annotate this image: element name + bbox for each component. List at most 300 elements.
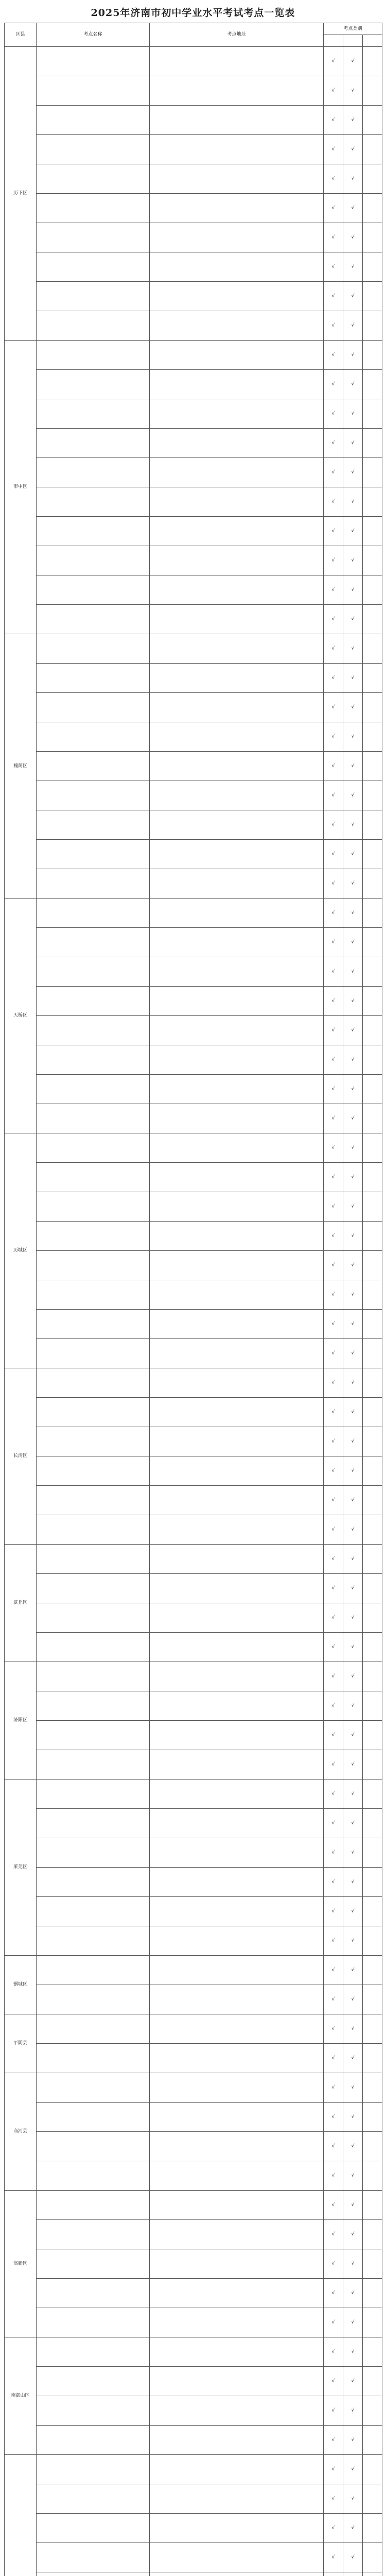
type-b-cell: √ <box>343 752 363 781</box>
type-c-cell <box>363 781 382 810</box>
type-b-cell: √ <box>343 634 363 664</box>
address-cell <box>150 1045 324 1075</box>
address-cell <box>150 2396 324 2426</box>
table-row <box>5 1691 382 1721</box>
district-cell <box>5 2455 37 2576</box>
address-cell <box>150 1104 324 1133</box>
type-a-cell: √ <box>324 840 343 869</box>
type-b-cell: √ <box>343 1045 363 1075</box>
district-cell: 钢城区 <box>5 1956 37 2014</box>
address-cell <box>150 634 324 664</box>
address-cell <box>150 1545 324 1574</box>
type-c-cell <box>363 2220 382 2249</box>
type-a-cell: √ <box>324 370 343 399</box>
type-c-cell <box>363 869 382 899</box>
type-b-cell: √ <box>343 1662 363 1691</box>
type-c-cell <box>363 458 382 487</box>
type-b-cell: √ <box>343 282 363 311</box>
type-c-cell <box>363 1222 382 1251</box>
table-row <box>5 781 382 810</box>
type-a-cell: √ <box>324 135 343 164</box>
type-a-cell: √ <box>324 2484 343 2514</box>
district-cell: 历下区 <box>5 47 37 341</box>
address-cell <box>150 2044 324 2073</box>
type-c-cell <box>363 1163 382 1192</box>
site-name-cell <box>37 311 150 341</box>
type-b-cell: √ <box>343 2220 363 2249</box>
type-b-cell: √ <box>343 928 363 957</box>
site-name-cell <box>37 957 150 987</box>
address-cell <box>150 2132 324 2161</box>
type-b-cell: √ <box>343 429 363 458</box>
type-c-cell <box>363 1016 382 1045</box>
address-cell <box>150 252 324 282</box>
table-row <box>5 2426 382 2455</box>
type-a-cell: √ <box>324 282 343 311</box>
type-a-cell: √ <box>324 1368 343 1398</box>
type-b-cell: √ <box>343 1515 363 1545</box>
table-row <box>5 1398 382 1427</box>
table-row <box>5 1427 382 1456</box>
type-a-cell: √ <box>324 1075 343 1104</box>
type-a-cell: √ <box>324 1251 343 1280</box>
type-a-cell: √ <box>324 2337 343 2367</box>
address-cell <box>150 2543 324 2572</box>
site-name-cell <box>37 1192 150 1222</box>
address-cell <box>150 370 324 399</box>
address-cell <box>150 1222 324 1251</box>
type-a-cell: √ <box>324 1633 343 1662</box>
site-name-cell <box>37 1075 150 1104</box>
table-row <box>5 1368 382 1398</box>
site-name-cell <box>37 1838 150 1868</box>
address-cell <box>150 458 324 487</box>
type-b-cell: √ <box>343 2279 363 2308</box>
site-name-cell <box>37 1163 150 1192</box>
site-name-cell <box>37 1104 150 1133</box>
table-row <box>5 399 382 429</box>
table-row <box>5 664 382 693</box>
site-name-cell <box>37 1897 150 1926</box>
site-name-cell <box>37 2455 150 2484</box>
type-b-cell: √ <box>343 1868 363 1897</box>
site-name-cell <box>37 223 150 252</box>
type-c-cell <box>363 1897 382 1926</box>
type-a-cell: √ <box>324 399 343 429</box>
type-c-cell <box>363 1926 382 1956</box>
type-a-cell: √ <box>324 1045 343 1075</box>
type-b-cell: √ <box>343 458 363 487</box>
site-name-cell <box>37 194 150 223</box>
type-c-cell <box>363 2044 382 2073</box>
address-cell <box>150 1574 324 1603</box>
type-a-cell: √ <box>324 1691 343 1721</box>
type-a-cell: √ <box>324 2426 343 2455</box>
table-row <box>5 2014 382 2044</box>
type-c-cell <box>363 1574 382 1603</box>
type-a-cell: √ <box>324 605 343 634</box>
type-b-cell: √ <box>343 2132 363 2161</box>
type-b-cell: √ <box>343 1750 363 1780</box>
site-name-cell <box>37 634 150 664</box>
type-c-cell <box>363 1838 382 1868</box>
type-a-cell: √ <box>324 957 343 987</box>
type-c-cell <box>363 370 382 399</box>
district-cell: 济阳区 <box>5 1662 37 1780</box>
site-name-cell <box>37 1750 150 1780</box>
type-c-cell <box>363 1045 382 1075</box>
type-c-cell <box>363 605 382 634</box>
type-a-cell: √ <box>324 928 343 957</box>
table-row <box>5 106 382 135</box>
site-name-cell <box>37 2337 150 2367</box>
header-types: 考点类别 <box>324 23 382 35</box>
address-cell <box>150 2337 324 2367</box>
type-c-cell <box>363 2073 382 2103</box>
type-b-cell: √ <box>343 2543 363 2572</box>
table-row <box>5 1985 382 2014</box>
table-row <box>5 1456 382 1486</box>
type-c-cell <box>363 634 382 664</box>
type-a-cell: √ <box>324 1339 343 1368</box>
site-name-cell <box>37 2249 150 2279</box>
type-b-cell: √ <box>343 223 363 252</box>
type-a-cell: √ <box>324 1603 343 1633</box>
address-cell <box>150 605 324 634</box>
type-b-cell: √ <box>343 1574 363 1603</box>
type-a-cell: √ <box>324 810 343 840</box>
type-a-cell: √ <box>324 1192 343 1222</box>
site-name-cell <box>37 458 150 487</box>
type-b-cell: √ <box>343 1897 363 1926</box>
address-cell <box>150 899 324 928</box>
type-b-cell: √ <box>343 2044 363 2073</box>
address-cell <box>150 957 324 987</box>
type-c-cell <box>363 722 382 752</box>
address-cell <box>150 2572 324 2576</box>
type-c-cell <box>363 2455 382 2484</box>
site-name-cell <box>37 2514 150 2543</box>
table-row <box>5 575 382 605</box>
type-c-cell <box>363 1809 382 1838</box>
table-row <box>5 1339 382 1368</box>
type-c-cell <box>363 1133 382 1163</box>
address-cell <box>150 2455 324 2484</box>
table-row <box>5 2543 382 2572</box>
type-a-cell: √ <box>324 458 343 487</box>
table-row <box>5 2249 382 2279</box>
district-cell: 平阴县 <box>5 2014 37 2073</box>
type-c-cell <box>363 1868 382 1897</box>
table-row <box>5 2220 382 2249</box>
type-b-cell: √ <box>343 1427 363 1456</box>
table-row <box>5 899 382 928</box>
site-name-cell <box>37 1133 150 1163</box>
type-c-cell <box>363 693 382 722</box>
table-row <box>5 2367 382 2396</box>
type-b-cell: √ <box>343 575 363 605</box>
type-b-cell: √ <box>343 487 363 517</box>
type-c-cell <box>363 1691 382 1721</box>
table-row <box>5 1545 382 1574</box>
type-a-cell: √ <box>324 1574 343 1603</box>
type-c-cell <box>363 223 382 252</box>
address-cell <box>150 2279 324 2308</box>
type-a-cell: √ <box>324 1280 343 1310</box>
address-cell <box>150 223 324 252</box>
address-cell <box>150 1515 324 1545</box>
address-cell <box>150 1956 324 1985</box>
type-b-cell: √ <box>343 2426 363 2455</box>
address-cell <box>150 1868 324 1897</box>
type-b-cell: √ <box>343 1780 363 1809</box>
type-c-cell <box>363 2367 382 2396</box>
address-cell <box>150 2161 324 2191</box>
type-c-cell <box>363 517 382 546</box>
address-cell <box>150 194 324 223</box>
site-name-cell <box>37 1603 150 1633</box>
type-b-cell: √ <box>343 1104 363 1133</box>
site-name-cell <box>37 2308 150 2337</box>
type-c-cell <box>363 546 382 575</box>
type-a-cell: √ <box>324 311 343 341</box>
type-b-cell: √ <box>343 1192 363 1222</box>
address-cell <box>150 1926 324 1956</box>
address-cell <box>150 1838 324 1868</box>
address-cell <box>150 399 324 429</box>
type-b-cell: √ <box>343 2337 363 2367</box>
type-b-cell: √ <box>343 2396 363 2426</box>
address-cell <box>150 575 324 605</box>
address-cell <box>150 1339 324 1368</box>
address-cell <box>150 2073 324 2103</box>
type-a-cell: √ <box>324 517 343 546</box>
table-row <box>5 1310 382 1339</box>
type-a-cell: √ <box>324 76 343 106</box>
type-c-cell <box>363 2132 382 2161</box>
type-b-cell: √ <box>343 1310 363 1339</box>
table-row <box>5 2455 382 2484</box>
type-b-cell: √ <box>343 1486 363 1515</box>
type-b-cell: √ <box>343 1456 363 1486</box>
site-name-cell <box>37 2073 150 2103</box>
type-b-cell: √ <box>343 2161 363 2191</box>
site-name-cell <box>37 1926 150 1956</box>
type-a-cell: √ <box>324 2543 343 2572</box>
site-name-cell <box>37 1545 150 1574</box>
type-c-cell <box>363 1398 382 1427</box>
site-name-cell <box>37 1721 150 1750</box>
type-b-cell: √ <box>343 605 363 634</box>
type-a-cell: √ <box>324 1809 343 1838</box>
address-cell <box>150 1163 324 1192</box>
table-row <box>5 2572 382 2576</box>
site-name-cell <box>37 810 150 840</box>
type-c-cell <box>363 1427 382 1456</box>
address-cell <box>150 1691 324 1721</box>
address-cell <box>150 2367 324 2396</box>
address-cell <box>150 517 324 546</box>
type-c-cell <box>363 2103 382 2132</box>
table-row <box>5 2103 382 2132</box>
type-a-cell <box>324 2572 343 2576</box>
site-name-cell <box>37 2279 150 2308</box>
type-a-cell: √ <box>324 1163 343 1192</box>
site-name-cell <box>37 987 150 1016</box>
address-cell <box>150 2220 324 2249</box>
address-cell <box>150 810 324 840</box>
type-a-cell: √ <box>324 2073 343 2103</box>
table-row <box>5 2514 382 2543</box>
table-row <box>5 1486 382 1515</box>
address-cell <box>150 781 324 810</box>
address-cell <box>150 135 324 164</box>
type-b-cell: √ <box>343 164 363 194</box>
type-a-cell: √ <box>324 2249 343 2279</box>
type-c-cell <box>363 252 382 282</box>
table-row <box>5 1868 382 1897</box>
address-cell <box>150 1897 324 1926</box>
table-row <box>5 1280 382 1310</box>
type-b-cell: √ <box>343 399 363 429</box>
type-c-cell <box>363 2514 382 2543</box>
district-cell: 长清区 <box>5 1368 37 1545</box>
table-row <box>5 458 382 487</box>
district-cell: 高新区 <box>5 2191 37 2337</box>
type-b-cell: √ <box>343 135 363 164</box>
site-name-cell <box>37 252 150 282</box>
type-c-cell <box>363 1750 382 1780</box>
site-name-cell <box>37 1633 150 1662</box>
type-a-cell: √ <box>324 1016 343 1045</box>
address-cell <box>150 2014 324 2044</box>
site-name-cell <box>37 2572 150 2576</box>
type-c-cell <box>363 311 382 341</box>
site-name-cell <box>37 2396 150 2426</box>
table-row <box>5 2308 382 2337</box>
address-cell <box>150 487 324 517</box>
type-a-cell: √ <box>324 2308 343 2337</box>
type-a-cell: √ <box>324 1515 343 1545</box>
table-row <box>5 311 382 341</box>
type-a-cell: √ <box>324 2396 343 2426</box>
type-b-cell: √ <box>343 693 363 722</box>
site-name-cell <box>37 1486 150 1515</box>
type-b-cell: √ <box>343 47 363 76</box>
type-c-cell <box>363 1721 382 1750</box>
table-row <box>5 1016 382 1045</box>
type-b-cell: √ <box>343 2191 363 2220</box>
site-name-cell <box>37 752 150 781</box>
site-name-cell <box>37 2044 150 2073</box>
type-b-cell: √ <box>343 1633 363 1662</box>
type-a-cell: √ <box>324 1104 343 1133</box>
type-b-cell: √ <box>343 840 363 869</box>
type-b-cell: √ <box>343 1721 363 1750</box>
address-cell <box>150 1016 324 1045</box>
type-a-cell: √ <box>324 1662 343 1691</box>
type-c-cell <box>363 987 382 1016</box>
type-b-cell: √ <box>343 1251 363 1280</box>
site-name-cell <box>37 869 150 899</box>
site-name-cell <box>37 2367 150 2396</box>
type-a-cell: √ <box>324 1398 343 1427</box>
type-c-cell <box>363 664 382 693</box>
type-b-cell: √ <box>343 341 363 370</box>
type-a-cell: √ <box>324 1956 343 1985</box>
table-row <box>5 1222 382 1251</box>
site-name-cell <box>37 899 150 928</box>
address-cell <box>150 1368 324 1398</box>
type-b-cell: √ <box>343 869 363 899</box>
address-cell <box>150 1456 324 1486</box>
site-name-cell <box>37 399 150 429</box>
table-body <box>5 47 382 2576</box>
site-name-cell <box>37 1956 150 1985</box>
type-a-cell: √ <box>324 899 343 928</box>
table-row <box>5 2484 382 2514</box>
site-name-cell <box>37 282 150 311</box>
site-name-cell <box>37 164 150 194</box>
address-cell <box>150 1310 324 1339</box>
address-cell <box>150 2308 324 2337</box>
table-row <box>5 752 382 781</box>
type-b-cell: √ <box>343 1545 363 1574</box>
type-c-cell <box>363 2426 382 2455</box>
site-name-cell <box>37 1691 150 1721</box>
type-c-cell <box>363 1456 382 1486</box>
type-b-cell: √ <box>343 2455 363 2484</box>
address-cell <box>150 2103 324 2132</box>
district-cell: 莱芜区 <box>5 1780 37 1956</box>
address-cell <box>150 722 324 752</box>
type-b-cell: √ <box>343 810 363 840</box>
table-row <box>5 987 382 1016</box>
table-row <box>5 252 382 282</box>
type-b-cell: √ <box>343 252 363 282</box>
type-c-cell <box>363 2191 382 2220</box>
table-row <box>5 810 382 840</box>
site-name-cell <box>37 1427 150 1456</box>
header-site-name: 考点名称 <box>37 23 150 47</box>
table-header-row <box>5 23 382 35</box>
site-name-cell <box>37 722 150 752</box>
address-cell <box>150 928 324 957</box>
type-c-cell <box>363 106 382 135</box>
type-c-cell <box>363 2337 382 2367</box>
table-row <box>5 2191 382 2220</box>
table-row <box>5 1603 382 1633</box>
table-row <box>5 1780 382 1809</box>
address-cell <box>150 1603 324 1633</box>
type-c-cell <box>363 810 382 840</box>
type-c-cell <box>363 2279 382 2308</box>
table-row <box>5 1633 382 1662</box>
type-b-cell: √ <box>343 2073 363 2103</box>
type-b-cell: √ <box>343 1956 363 1985</box>
site-name-cell <box>37 487 150 517</box>
type-b-cell: √ <box>343 1985 363 2014</box>
table-row <box>5 2044 382 2073</box>
site-name-cell <box>37 546 150 575</box>
address-cell <box>150 2484 324 2514</box>
type-b-cell: √ <box>343 2484 363 2514</box>
site-name-cell <box>37 135 150 164</box>
site-name-cell <box>37 1662 150 1691</box>
site-name-cell <box>37 693 150 722</box>
table-row <box>5 1045 382 1075</box>
type-c-cell <box>363 1310 382 1339</box>
